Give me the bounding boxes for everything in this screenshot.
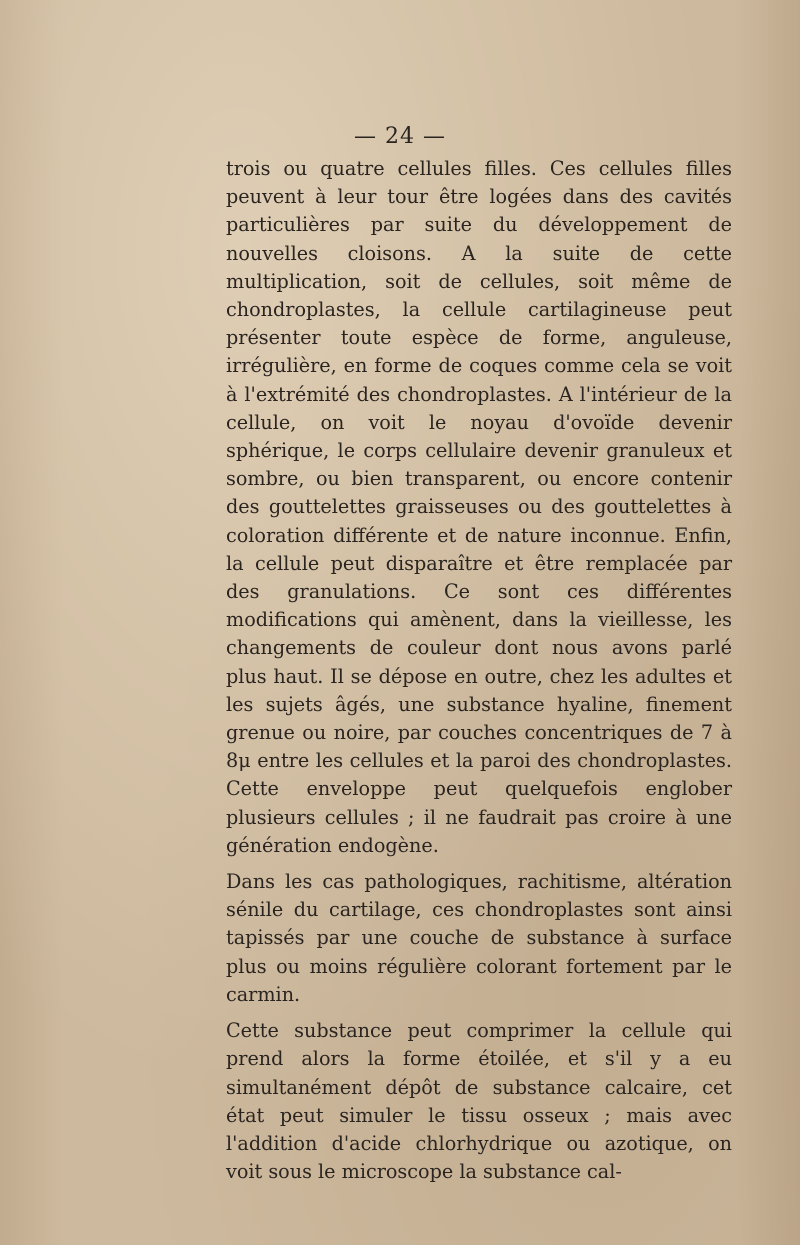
- page-number: — 24 —: [354, 124, 446, 149]
- paragraph-1: trois ou quatre cellules filles. Ces cellules filles peuvent à leur tour être logées dans des cavités particulières par suite du développement de nouvelles cloisons. A la suite de cette multiplication, soit de cellules, soit même de chondroplastes, la cellule cartilagineuse peut présenter toute espèce de forme, anguleuse, irrégulière, en forme de coques comme cela se voit à l'extrémité des chondroplastes. A l'intérieur de la cellule, on voit le noyau d'ovoïde devenir sphérique, le corps cellulaire devenir granuleux et sombre, ou bien transparent, ou encore contenir des gouttelettes graisseuses ou des gouttelettes à coloration différente et de nature inconnue. Enfin, la cellule peut disparaître et être remplacée par des granulations. Ce sont ces différentes modifications qui amènent, dans la vieillesse, les changements de couleur dont nous avons parlé plus haut. Il se dépose en outre, chez les adultes et les sujets âgés, une substance hyaline, finement grenue ou noire, par couches concentriques de 7 à 8μ entre les cellules et la paroi des chondroplastes. Cette enveloppe peut quelquefois englober plusieurs cellules ; il ne faudrait pas croire à une génération endogène.: [226, 157, 732, 857]
- body-text: [226, 155, 732, 1194]
- paragraph-3: Cette substance peut comprimer la cellule qui prend alors la forme étoilée, et s'il y a eu simultanément dépôt de substance calcaire, cet état peut simuler le tissu osseux ; mais avec l'addition d'acide chlorhydrique ou azotique, on voit sous le microscope la substance cal-: [226, 1019, 732, 1184]
- paragraph-2: Dans les cas pathologiques, rachitisme, altération sénile du cartilage, ces chondroplastes sont ainsi tapissés par une couche de substance à surface plus ou moins régulière colorant fortement par le carmin.: [226, 870, 732, 1006]
